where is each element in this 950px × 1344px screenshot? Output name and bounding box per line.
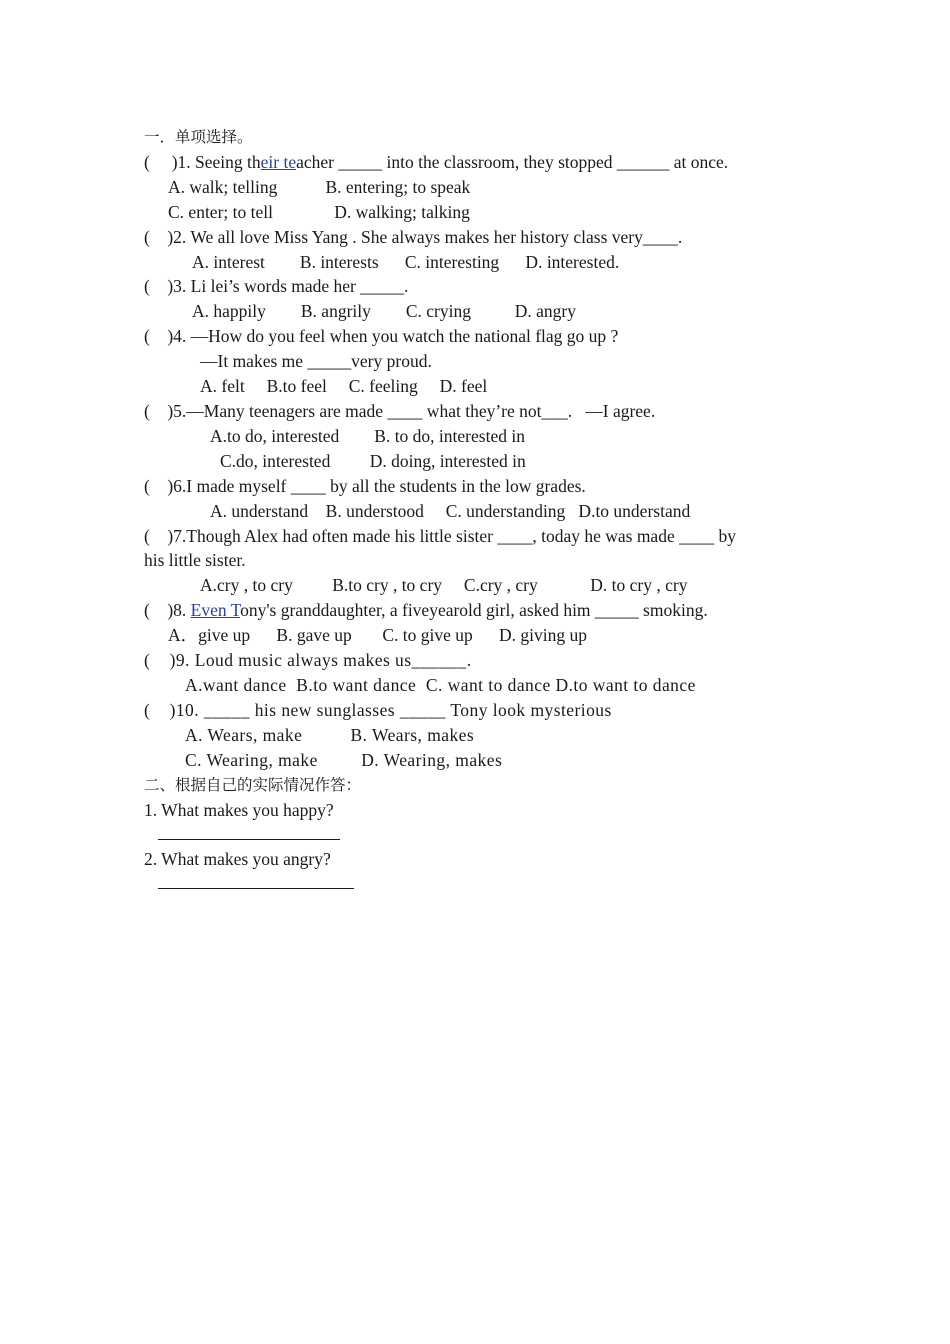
question-1-rest: acher _____ into the classroom, they stopped ______ at once.: [296, 152, 729, 172]
question-7-stem: ( )7.Though Alex had often made his little sister ____, today he was made ____ by: [144, 526, 736, 546]
question-4-stem: ( )4. —How do you feel when you watch the national flag go up ?: [144, 326, 619, 346]
question-8-options: A．give up B. gave up C. to give up D. giving up: [168, 625, 588, 645]
question-1-stem: [144, 151, 728, 173]
question-6-stem: ( )6.I made myself ____ by all the students in the low grades.: [144, 476, 586, 496]
answer-line-2[interactable]: [158, 888, 354, 889]
question-8-prefix: ( )8.: [144, 600, 191, 620]
question-7-stem-continued: his little sister.: [144, 550, 246, 570]
question-8-rest: ony's granddaughter, a fiveyearold girl, asked him _____ smoking.: [240, 600, 708, 620]
section2-heading: 二、根据自己的实际情况作答：: [144, 776, 362, 794]
section1-heading: 一．单项选择。: [144, 128, 253, 146]
question-5-options-cd: C.do, interested D. doing, interested in: [220, 451, 526, 471]
question-8-stem: [144, 599, 708, 621]
question-2-options: A. interest B. interests C. interesting D. interested.: [192, 252, 620, 272]
question-10-stem: ( )10. _____ his new sunglasses _____ Tony look mysterious: [144, 700, 612, 720]
question-1-prefix: ( )1. Seeing th: [144, 152, 261, 172]
question-8-link[interactable]: Even T: [190, 600, 241, 620]
question-2-stem: ( )2. We all love Miss Yang . She always makes her history class very____.: [144, 227, 683, 247]
question-5-stem: ( )5.—Many teenagers are made ____ what they’re not___. —I agree.: [144, 401, 656, 421]
question-10-options-cd: C. Wearing, make D. Wearing, makes: [185, 750, 503, 770]
question-7-options: A.cry , to cry B.to cry , to cry C.cry , cry D. to cry , cry: [200, 575, 688, 595]
question-1-options-cd: C. enter; to tell D. walking; talking: [168, 202, 470, 222]
question-1-options-ab: A. walk; telling B. entering; to speak: [168, 177, 471, 197]
question-6-options: A. understand B. understood C. understanding D.to understand: [210, 501, 691, 521]
open-question-1: 1. What makes you happy?: [144, 800, 334, 820]
question-4-options: A. felt B.to feel C. feeling D. feel: [200, 376, 488, 396]
question-5-options-ab: A.to do, interested B. to do, interested in: [210, 426, 525, 446]
open-question-2: 2. What makes you angry?: [144, 849, 331, 869]
question-9-stem: ( )9. Loud music always makes us______.: [144, 650, 472, 670]
question-1-link[interactable]: eir te: [260, 152, 297, 172]
question-3-options: A. happily B. angrily C. crying D. angry: [192, 301, 576, 321]
question-4-reply: —It makes me _____very proud.: [200, 351, 432, 371]
question-9-options: A.want dance B.to want dance C. want to dance D.to want to dance: [185, 675, 696, 695]
question-3-stem: ( )3. Li lei’s words made her _____.: [144, 276, 409, 296]
question-10-options-ab: A. Wears, make B. Wears, makes: [185, 725, 475, 745]
answer-line-1[interactable]: [158, 839, 340, 840]
